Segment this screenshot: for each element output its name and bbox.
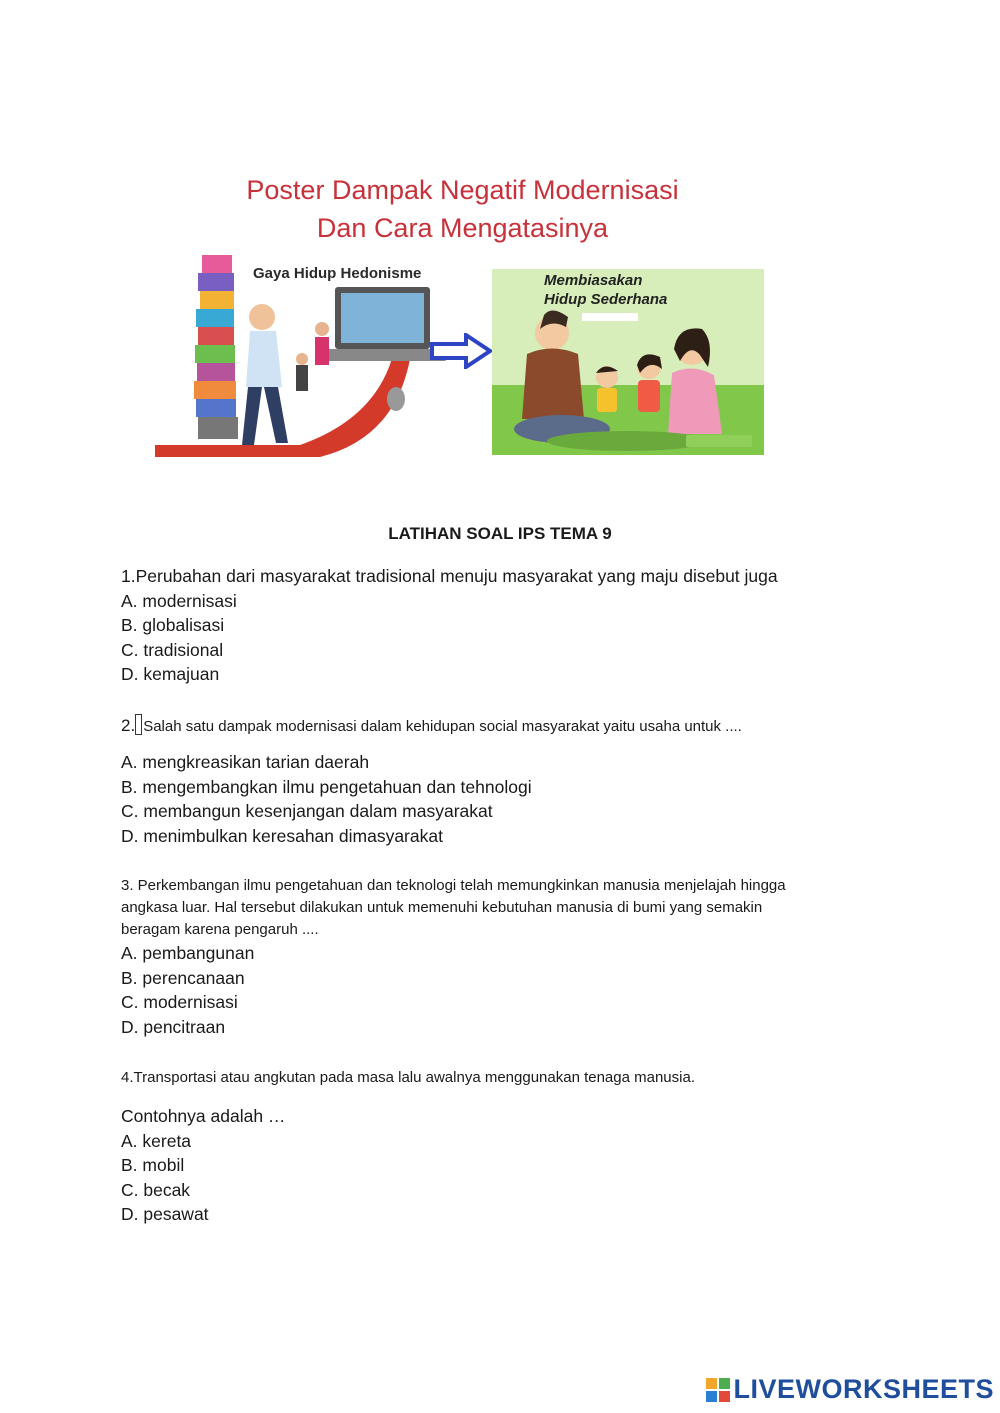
option-d[interactable]: D. pesawat (121, 1204, 209, 1224)
question-1 (121, 564, 778, 687)
text-cursor-box (135, 714, 142, 735)
question-stem-line1: 3. Perkembangan ilmu pengetahuan dan teknologi telah memungkinkan manusia menjelajah hingga (121, 877, 786, 894)
poster-title-line2: Dan Cara Mengatasinya (316, 213, 609, 243)
question-stem (121, 714, 742, 738)
option-d[interactable]: D. pencitraan (121, 1016, 226, 1037)
question-number: 2. (121, 716, 136, 735)
option-a[interactable]: A. pembangunan (121, 943, 255, 963)
option-b[interactable]: B. globalisasi (121, 615, 225, 635)
question-4 (121, 1067, 695, 1089)
option-a[interactable]: A. kereta (121, 1130, 192, 1151)
poster-title-line1: Poster Dampak Negatif Modernisasi (246, 175, 679, 205)
option-c[interactable]: C. membangun kesenjangan dalam masyarakat (121, 801, 493, 821)
arrow-right-icon (430, 333, 492, 369)
question-2 (121, 714, 742, 738)
right-caption (544, 271, 667, 309)
worksheet-title: LATIHAN SOAL IPS TEMA 9 (388, 524, 612, 543)
right-caption-line1: Membiasakan (544, 272, 643, 289)
liveworksheets-brand (706, 1374, 994, 1405)
option-b[interactable]: B. perencanaan (121, 967, 245, 988)
question-stem: 4.Transportasi atau angkutan pada masa lalu awalnya menggunakan tenaga manusia. (121, 1069, 695, 1086)
question-stem-line3: beragam karena pengaruh .... (121, 921, 319, 938)
option-c[interactable]: C. modernisasi (121, 992, 238, 1012)
question-text: Salah satu dampak modernisasi dalam kehidupan social masyarakat yaitu usaha untuk .... (143, 718, 742, 735)
question-stem-line2: angkasa luar. Hal tersebut dilakukan untuk memenuhi kebutuhan manusia di bumi yang semakin (121, 899, 763, 916)
question-stem-2: Contohnya adalah … (121, 1106, 286, 1126)
option-a[interactable]: A. modernisasi (121, 590, 237, 611)
option-a[interactable]: A. mengkreasikan tarian daerah (121, 752, 370, 772)
simple-life-illustration (492, 269, 764, 455)
option-c[interactable]: C. becak (121, 1179, 191, 1200)
right-caption-line2: Hidup Sederhana (544, 291, 668, 308)
option-d[interactable]: D. kemajuan (121, 664, 220, 684)
liveworksheets-logo-icon (706, 1378, 730, 1402)
question-2-options (121, 750, 532, 848)
option-b[interactable]: B. mobil (121, 1155, 185, 1175)
brand-name: LIVEWORKSHEETS (733, 1374, 994, 1404)
option-d[interactable]: D. menimbulkan keresahan dimasyarakat (121, 825, 443, 846)
question-stem: 1.Perubahan dari masyarakat tradisional menuju masyarakat yang maju disebut juga (121, 566, 778, 586)
question-3 (121, 875, 786, 1039)
option-c[interactable]: C. tradisional (121, 639, 224, 660)
question-4-continued (121, 1104, 285, 1227)
left-caption: Gaya Hidup Hedonisme (253, 265, 422, 282)
poster-illustration (150, 165, 775, 465)
option-b[interactable]: B. mengembangkan ilmu pengetahuan dan tehnologi (121, 776, 532, 797)
